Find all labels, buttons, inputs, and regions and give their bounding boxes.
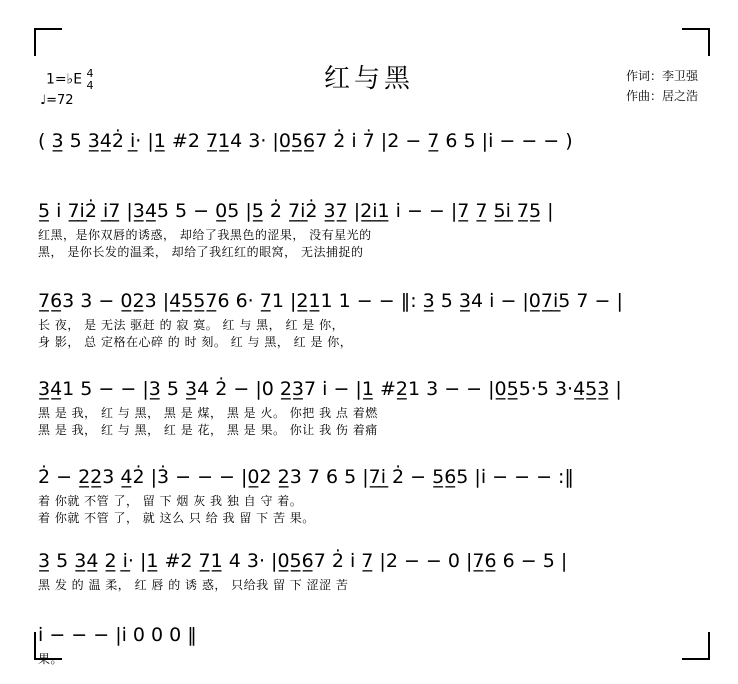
- corner-bracket-top-right: [682, 28, 710, 56]
- lyrics-line-1: 黑 发 的 温 柔， 红 唇 的 诱 惑， 只给我 留 下 涩涩 苦: [38, 578, 349, 592]
- tempo-marking: ♩=72: [40, 93, 74, 108]
- lyrics-line-1: 长 夜， 是 无法 驱赶 的 寂 寞。 红 与 黑， 红 是 你，: [38, 318, 345, 332]
- key-signature-text: 1=♭E: [46, 71, 83, 88]
- time-signature-numerator: 4: [86, 67, 94, 80]
- lyrics-line-1: 黑 是 我， 红 与 黑， 黑 是 煤， 黑 是 火。 你把 我 点 着燃: [38, 406, 378, 420]
- lyrics-line-2: 着 你就 不管 了， 就 这么 只 给 我 留 下 苦 果。: [38, 511, 315, 525]
- system-verse-line-1: [38, 196, 706, 261]
- notation-line: 5̲ i̇ 7̲i̲2̇ i̲7̲ |3̲4̲5 5 − 0̲5 |5̲ 2̇ 7̲i̲2̇ 3̲7̲ |2̲i̲1̲ i̇ − − |7̲ 7̲ 5̲i̲ 7̲5̲ |: [38, 200, 554, 222]
- notation-line: 3̲4̲1 5 − − |3̲ 5 3̲4 2̇ − |0 2̲3̲7 i̇ − |1̲ #2̲1 3 − − |0̲5̲5·5 3·4̲5̲3̲ |: [38, 378, 622, 400]
- system-intro: [38, 126, 706, 156]
- lyrics-line-2: 黑 是 我， 红 与 黑， 红 是 花， 黑 是 果。 你让 我 伤 着痛: [38, 423, 378, 437]
- composer-credit: 作曲：居之浩: [625, 89, 698, 104]
- notation-line: 2̇ − 2̲2̲3 4̲2̇ |3̇ − − − |0̲2 2̲3 7 6 5 |7̲i̲ 2̇ − 5̲6̲5 |i̇ − − − :‖: [38, 466, 574, 488]
- key-signature: [46, 68, 94, 91]
- lyrics-line-2: 身 影， 总 定格在心碎 的 时 刻。 红 与 黑， 红 是 你，: [38, 335, 353, 349]
- time-signature: [87, 68, 94, 91]
- page-title: 红与黑: [323, 64, 414, 94]
- system-chorus-line-2: [38, 462, 706, 527]
- notation-line: ( 3̲ 5 3̲4̲2̇ i̲· |1̲ #2 7̲1̲4 3· |0̲5̲6̲7 2̇ i̇ 7̇ |2 − 7̲ 6 5 |i̇ − − − ): [38, 130, 573, 152]
- system-chorus-line-1: [38, 374, 706, 439]
- system-coda-line-2: [38, 620, 706, 668]
- lyrics-line-1: 果。: [38, 652, 64, 666]
- lyrics-line-1: 着 你就 不管 了， 留 下 烟 灰 我 独 自 守 着。: [38, 494, 303, 508]
- notation-line: i̇ − − − |i̇ 0 0 0 ‖: [38, 624, 197, 646]
- time-signature-denominator: 4: [86, 78, 94, 92]
- system-verse-line-2: [38, 286, 706, 351]
- lyricist-credit: 作词：李卫强: [625, 69, 698, 83]
- corner-bracket-top-left: [34, 28, 62, 56]
- lyrics-line-2: 黑， 是你长发的温柔， 却给了我红红的眼窝， 无法捕捉的: [38, 245, 364, 259]
- lyrics-line-1: 红黑，是你双唇的诱惑， 却给了我黑色的涩果， 没有星光的: [38, 228, 372, 242]
- credits: [626, 66, 698, 107]
- system-coda-line-1: [38, 546, 706, 594]
- notation-line: 3̲ 5 3̲4̲ 2̲ i̲· |1̲ #2 7̲1̲ 4 3· |0̲5̲6̲7 2̇ i̇ 7̲ |2 − − 0 |7̲6̲ 6 − 5 |: [38, 550, 568, 572]
- notation-line: 7̲6̲3 3 − 0̲2̲3 |4̲5̲5̲7̲6 6· 7̲1 |2̲1̲1 1 − − ‖: 3̲ 5 3̲4 i̇ − |0̲7̲i̲5 7 − |: [38, 290, 623, 312]
